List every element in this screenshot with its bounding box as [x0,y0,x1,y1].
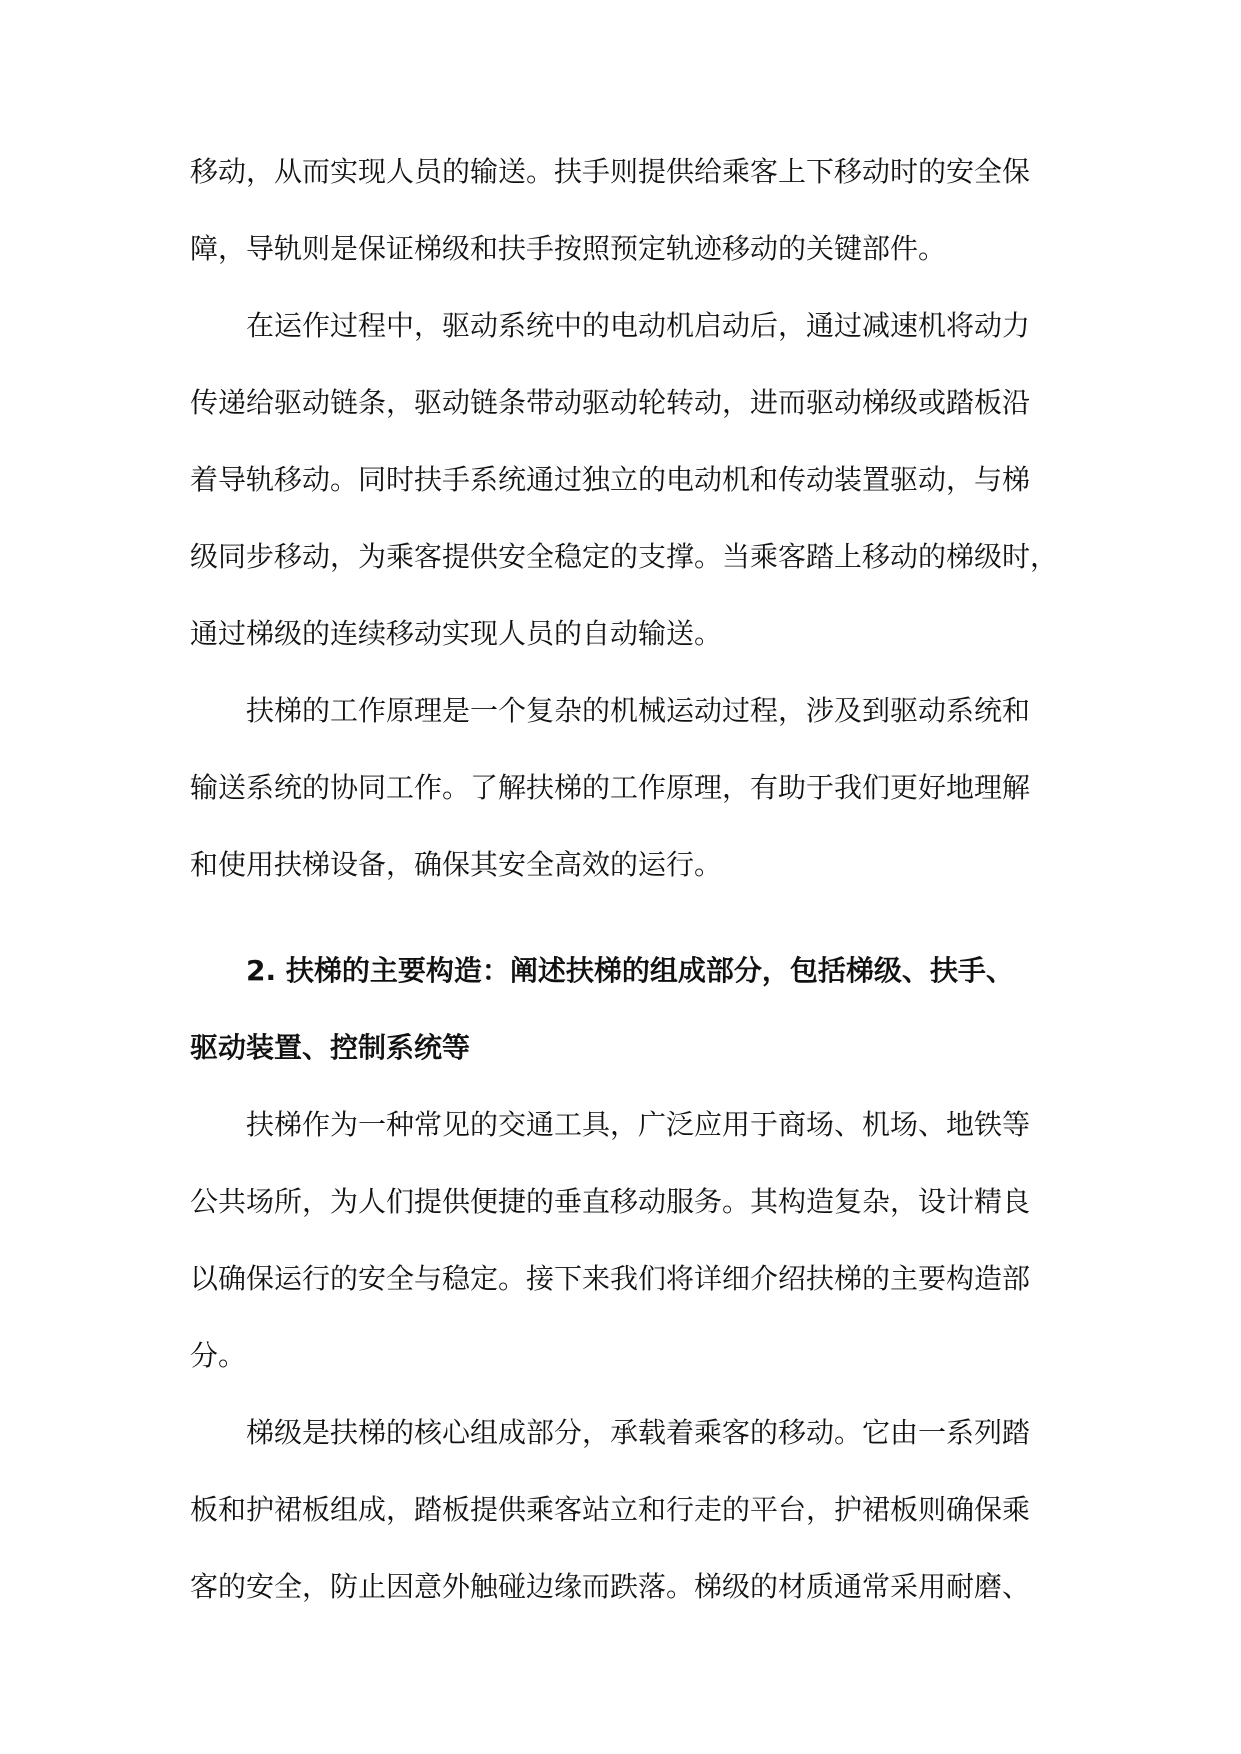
paragraph-line: 和使用扶梯设备，确保其安全高效的运行。 [190,848,723,881]
paragraph-line: 通过梯级的连续移动实现人员的自动输送。 [190,617,723,650]
paragraph-line: 障，导轨则是保证梯级和扶手按照预定轨迹移动的关键部件。 [190,232,947,265]
paragraph-line: 输送系统的协同工作。了解扶梯的工作原理，有助于我们更好地理解 [190,771,1031,804]
paragraph-line: 扶梯作为一种常见的交通工具，广泛应用于商场、机场、地铁等 [246,1108,1031,1141]
paragraph-line: 客的安全，防止因意外触碰边缘而跌落。梯级的材质通常采用耐磨、 [190,1570,1031,1603]
paragraph-line: 传递给驱动链条，驱动链条带动驱动轮转动，进而驱动梯级或踏板沿 [190,386,1031,419]
section-heading-continued: 驱动装置、控制系统等 [190,1031,471,1064]
paragraph-line: 以确保运行的安全与稳定。接下来我们将详细介绍扶梯的主要构造部 [190,1262,1031,1295]
paragraph-line: 扶梯的工作原理是一个复杂的机械运动过程，涉及到驱动系统和 [246,694,1031,727]
paragraph-line: 移动，从而实现人员的输送。扶手则提供给乘客上下移动时的安全保 [190,155,1031,188]
paragraph-line: 级同步移动，为乘客提供安全稳定的支撑。当乘客踏上移动的梯级时， [190,540,1059,573]
section-heading: 2. 扶梯的主要构造：阐述扶梯的组成部分，包括梯级、扶手、 [246,954,1014,987]
paragraph-line: 分。 [190,1339,247,1372]
paragraph-line: 在运作过程中，驱动系统中的电动机启动后，通过减速机将动力 [246,309,1031,342]
paragraph-line: 公共场所，为人们提供便捷的垂直移动服务。其构造复杂，设计精良 [190,1185,1031,1218]
paragraph-line: 板和护裙板组成，踏板提供乘客站立和行走的平台，护裙板则确保乘 [190,1493,1031,1526]
paragraph-line: 着导轨移动。同时扶手系统通过独立的电动机和传动装置驱动，与梯 [190,463,1031,496]
paragraph-line: 梯级是扶梯的核心组成部分，承载着乘客的移动。它由一系列踏 [246,1416,1031,1449]
